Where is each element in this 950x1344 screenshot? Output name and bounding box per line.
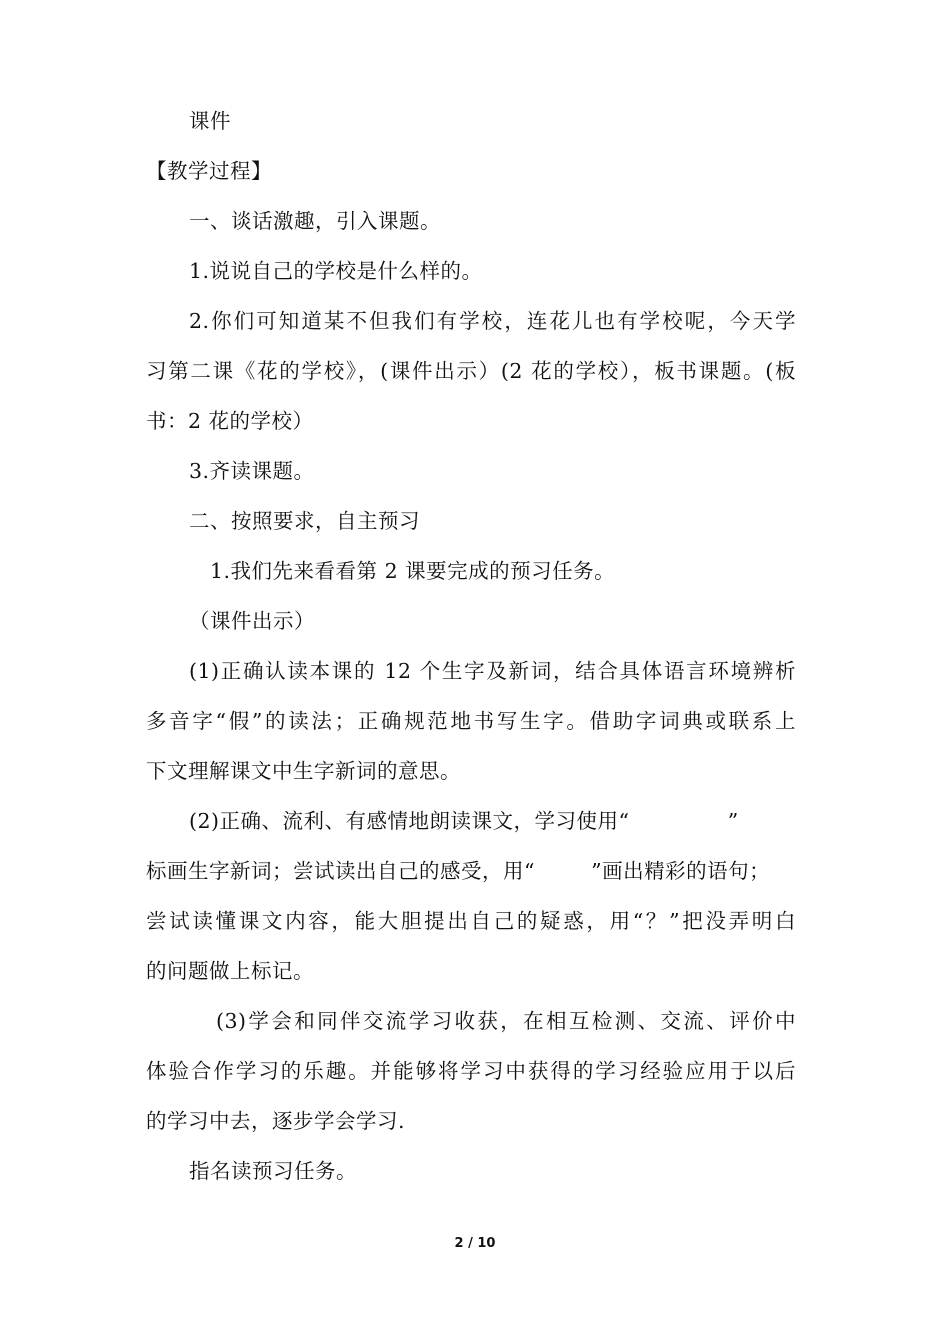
text-line: 1.说说自己的学校是什么样的。: [189, 259, 483, 283]
document-body: [146, 96, 796, 1196]
text-line: 下文理解课文中生字新词的意思。: [146, 759, 461, 783]
text-line: 的学习中去，逐步学会学习.: [146, 1109, 406, 1133]
text-line: 2.你们可知道某不但我们有学校，连花儿也有学校呢，今天学: [189, 309, 796, 333]
text-line: 体验合作学习的乐趣。并能够将学习中获得的学习经验应用于以后: [146, 1059, 796, 1083]
text-line: 3.齐读课题。: [189, 459, 315, 483]
text-line: 尝试读懂课文内容，能大胆提出自己的疑惑，用“？”把没弄明白: [146, 909, 796, 933]
text-line: (1)正确认读本课的 12 个生字及新词，结合具体语言环境辨析: [189, 659, 796, 683]
text-line: 的问题做上标记。: [146, 959, 314, 983]
page-number: 2 / 10: [454, 1236, 496, 1251]
text-line: 指名读预习任务。: [189, 1159, 357, 1183]
text-line: 一、谈话激趣，引入课题。: [189, 209, 441, 233]
text-line: 1.我们先来看看第 2 课要完成的预习任务。: [210, 559, 616, 583]
section-heading: 【教学过程】: [146, 159, 272, 183]
text-line: 多音字“假”的读法；正确规范地书写生字。借助字词典或联系上: [146, 709, 796, 733]
text-line: 课件: [189, 109, 231, 133]
text-line: (2)正确、流利、有感情地朗读课文，学习使用“ ”: [189, 809, 739, 833]
text-line: （课件出示）: [189, 609, 315, 633]
text-line: 书：2 花的学校）: [146, 409, 314, 433]
text-line: 标画生字新词；尝试读出自己的感受，用“ ”画出精彩的语句；: [146, 859, 771, 883]
text-line: (3)学会和同伴交流学习收获，在相互检测、交流、评价中: [216, 1009, 796, 1033]
text-line: 习第二课《花的学校》，(课件出示）(2 花的学校），板书课题。(板: [146, 359, 796, 383]
text-line: 二、按照要求，自主预习: [189, 509, 420, 533]
